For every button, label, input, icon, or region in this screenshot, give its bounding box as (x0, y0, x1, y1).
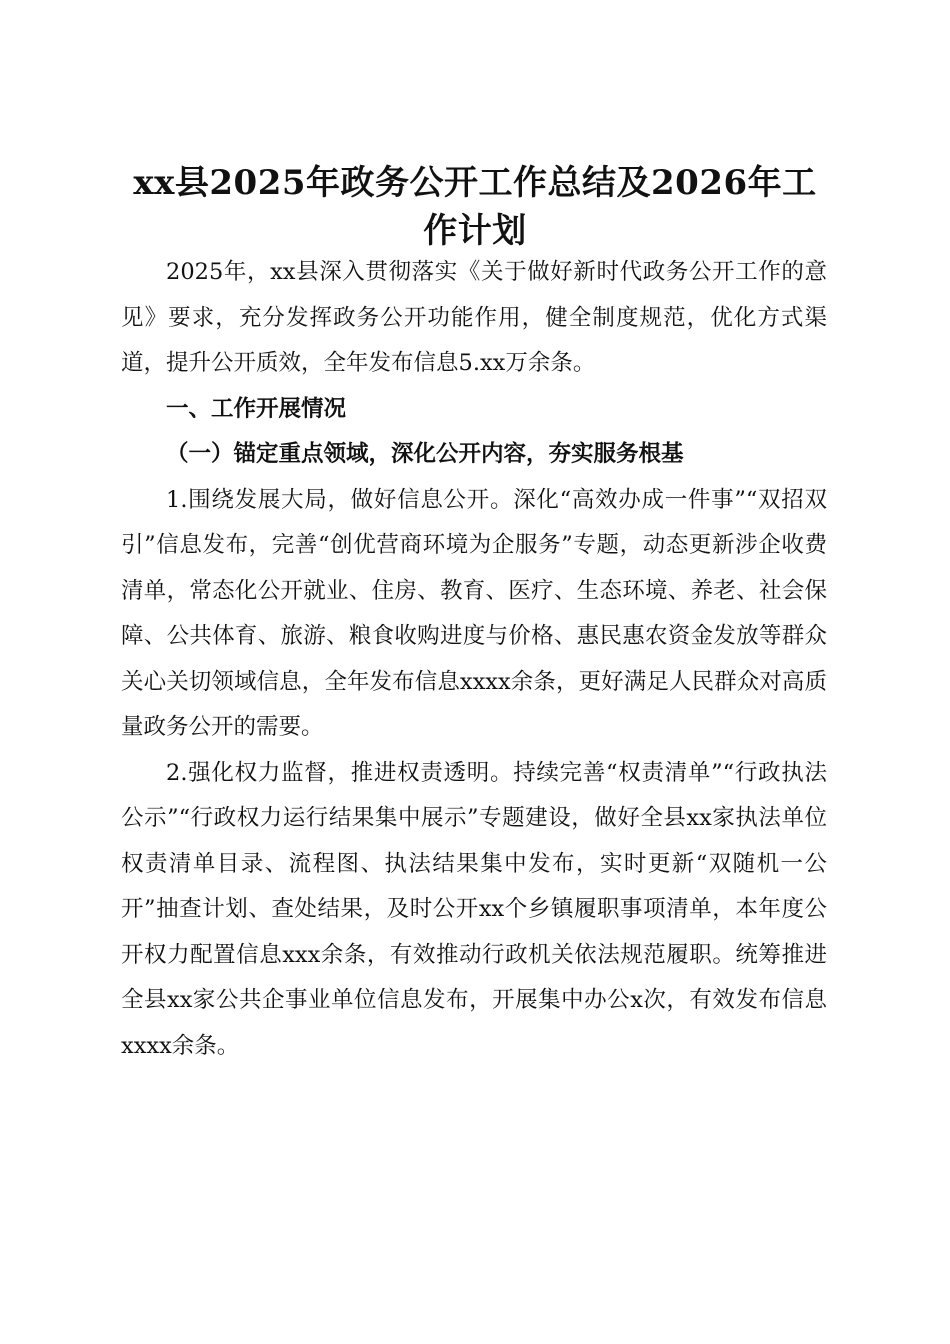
document-body (121, 250, 827, 1069)
intro-paragraph: 2025年，xx县深入贯彻落实《关于做好新时代政务公开工作的意见》要求，充分发挥政务公开功能作用，健全制度规范，优化方式渠道，提升公开质效，全年发布信息5.xx万余条。 (121, 259, 827, 376)
subsection-heading: （一）锚定重点领域，深化公开内容，夯实服务根基 (166, 441, 684, 467)
document-title: xx县2025年政务公开工作总结及2026年工作计划 (133, 162, 817, 251)
item-2-paragraph: 2.强化权力监督，推进权责透明。持续完善“权责清单”“行政执法公示”“行政权力运行结果集中展示”专题建设，做好全县xx家执法单位权责清单目录、流程图、执法结果集中发布，实时更新“双随机一公开”抽查计划、查处结果，及时公开xx个乡镇履职事项清单，本年度公开权力配置信息xxx余条，有效推动行政机关依法规范履职。统筹推进全县xx家公共企事业单位信息发布，开展集中办公x次，有效发布信息xxxx余条。 (121, 759, 827, 1059)
section-heading: 一、工作开展情况 (166, 395, 347, 422)
item-1-paragraph: 1.围绕发展大局，做好信息公开。深化“高效办成一件事”“双招双引”信息发布，完善“创优营商环境为企服务”专题，动态更新涉企收费清单，常态化公开就业、住房、教育、医疗、生态环境、养老、社会保障、公共体育、旅游、粮食收购进度与价格、惠民惠农资金发放等群众关心关切领域信息，全年发布信息xxxx余条，更好满足人民群众对高质量政务公开的需要。 (121, 486, 827, 740)
